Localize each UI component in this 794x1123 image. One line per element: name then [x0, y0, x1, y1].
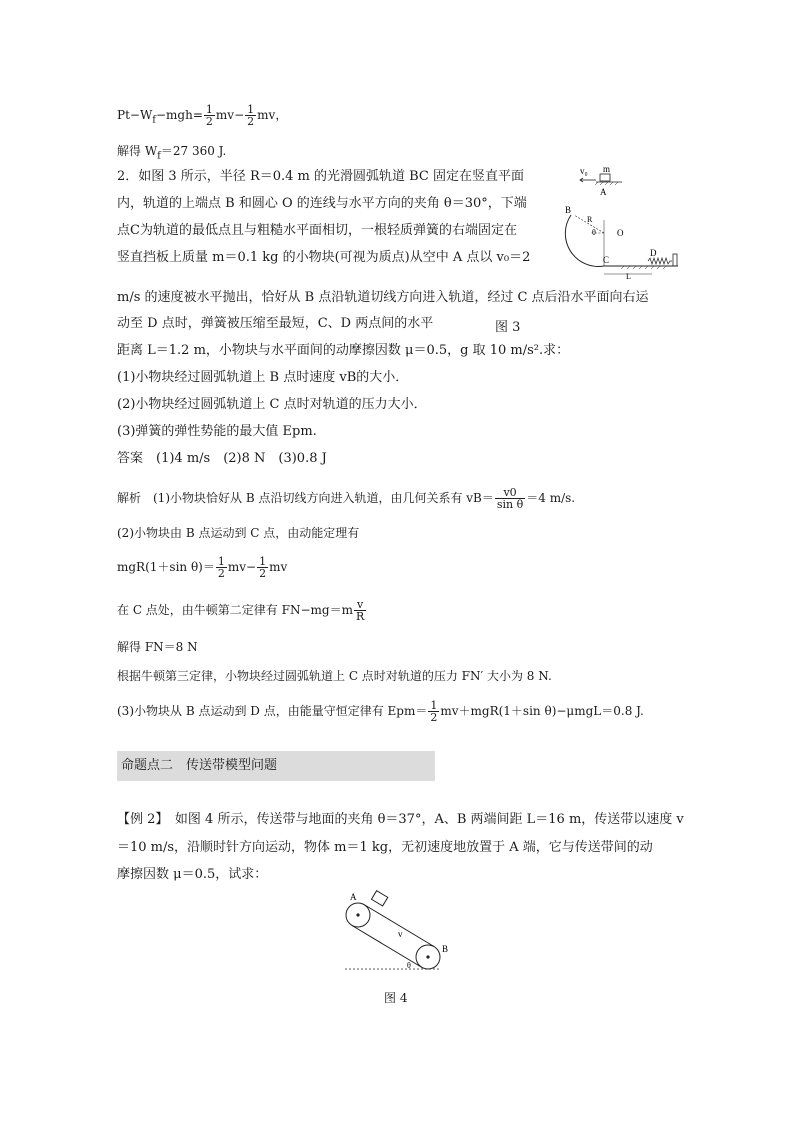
- fig3-label-m: m: [603, 164, 611, 174]
- fraction-half: $\frac{1}{2}$: [430, 699, 438, 724]
- analysis-2: (2)小物块由 B 点运动到 C 点，由动能定理有: [117, 526, 360, 540]
- wall: [673, 254, 677, 266]
- eq-energy-theorem: $Pt-W_f-mgh=$ $\frac{1}{2}$ mv− $\frac{1}{2}$ mv，: [117, 103, 288, 128]
- fraction-v2-R: $\frac{v}{R}$: [355, 598, 365, 623]
- fraction-half: $\frac{1}{2}$: [205, 103, 213, 128]
- belt-top: [364, 905, 434, 947]
- eq-newton-second: 在 C 点处，由牛顿第二定律有 FN−mg＝m $\frac{v}{R}$: [117, 598, 365, 623]
- problem2-line7: 距离 L＝1.2 m，小物块与水平面间的动摩擦因数 μ＝0.5，g 取 10 m/s².求：: [117, 343, 570, 358]
- problem2-line2: 内，轨道的上端点 B 和圆心 O 的连线与水平方向的夹角 θ＝30°，下端: [117, 196, 527, 211]
- belt-bottom: [352, 926, 422, 968]
- example2-line2: ＝10 m/s，沿顺时针方向运动，物体 m＝1 kg，无初速度地放置于 A 端，它与传送带间的动: [117, 840, 653, 855]
- fig4-caption: 图 4: [384, 991, 408, 1005]
- block-on-belt: [371, 891, 387, 906]
- fig4-label-theta: θ: [407, 961, 411, 970]
- fig4-label-A: A: [350, 892, 357, 902]
- question-1: (1)小物块经过圆弧轨道上 B 点时速度 vB的大小．: [117, 370, 409, 385]
- eq-kinetic-bc: mgR(1＋sin θ)＝ $\frac{1}{2}$ mv− $\frac{1}{2}$ mv: [117, 555, 288, 580]
- example2-line3: 摩擦因数 μ＝0.5，试求：: [117, 867, 268, 882]
- fig3-label-D: D: [650, 248, 657, 258]
- block-m: [600, 174, 610, 181]
- fraction-v0-sin: $\frac{v0}{\text{sin θ}}$: [496, 486, 524, 511]
- fraction-half: $\frac{1}{2}$: [259, 555, 267, 580]
- fig3-label-C: C: [603, 255, 610, 265]
- fig3-label-A: A: [600, 187, 607, 197]
- problem2-line3: 点C为轨道的最低点且与粗糙水平面相切，一根轻质弹簧的右端固定在: [117, 223, 517, 238]
- question-2: (2)小物块经过圆弧轨道上 C 点时对轨道的压力大小．: [117, 397, 427, 412]
- figure-4: [340, 890, 450, 975]
- fig3-caption: 图 3: [495, 320, 521, 335]
- result-wf: 解得 $W_f=27$ 360 J.: [117, 144, 227, 162]
- fig3-label-L: L: [626, 272, 631, 281]
- fig4-label-B: B: [442, 944, 449, 954]
- section-header: 命题点二 传送带模型问题: [117, 751, 435, 781]
- fraction-half: $\frac{1}{2}$: [247, 103, 255, 128]
- problem2-line1: 2．如图 3 所示，半径 R＝0.4 m 的光滑圆弧轨道 BC 固定在竖直平面: [117, 169, 524, 184]
- fraction-half: $\frac{1}{2}$: [217, 555, 225, 580]
- fig3-label-v0: v₀: [580, 166, 588, 176]
- problem2-line5: m/s 的速度被水平抛出，恰好从 B 点沿轨道切线方向进入轨道，经过 C 点后沿水平面向右运: [117, 290, 649, 305]
- eq-energy-conservation: (3)小物块从 B 点运动到 D 点，由能量守恒定律有 Epm＝ $\frac{1}{2}$ mv＋mgR(1＋sin θ)−μmgL＝0.8 J.: [117, 699, 644, 724]
- analysis-1: 解析 (1)小物块恰好从 B 点沿切线方向进入轨道，由几何关系有 vB＝ $\frac{v0}{\text{sin θ}}$ ＝4 m/s.: [117, 486, 576, 511]
- spring: [648, 258, 672, 264]
- arc-track: [565, 215, 604, 266]
- newton-third: 根据牛顿第三定律，小物块经过圆弧轨道上 C 点时对轨道的压力 FN′ 大小为 8 N.: [117, 669, 552, 683]
- fig3-label-R: R: [587, 215, 593, 224]
- question-3: (3)弹簧的弹性势能的最大值 Epm.: [117, 424, 317, 439]
- example2-line1: 【例 2】 如图 4 所示，传送带与地面的夹角 θ＝37°，A、B 两端间距 L＝16 m，传送带以速度 v: [117, 812, 684, 827]
- result-fn: 解得 FN＝8 N: [117, 640, 198, 654]
- problem2-line6: 动至 D 点时，弹簧被压缩至最短，C、D 两点间的水平: [117, 316, 434, 331]
- fig3-label-O: O: [617, 228, 624, 238]
- problem2-line4: 竖直挡板上质量 m＝0.1 kg 的小物块(可视为质点)从空中 A 点以 v₀＝2: [117, 250, 531, 265]
- fig3-label-theta: θ: [592, 228, 596, 237]
- fig4-label-v: v: [398, 929, 403, 939]
- figure-3: [560, 160, 685, 285]
- fig3-label-B: B: [565, 205, 572, 215]
- answer-line: 答案 (1)4 m/s (2)8 N (3)0.8 J: [117, 451, 327, 466]
